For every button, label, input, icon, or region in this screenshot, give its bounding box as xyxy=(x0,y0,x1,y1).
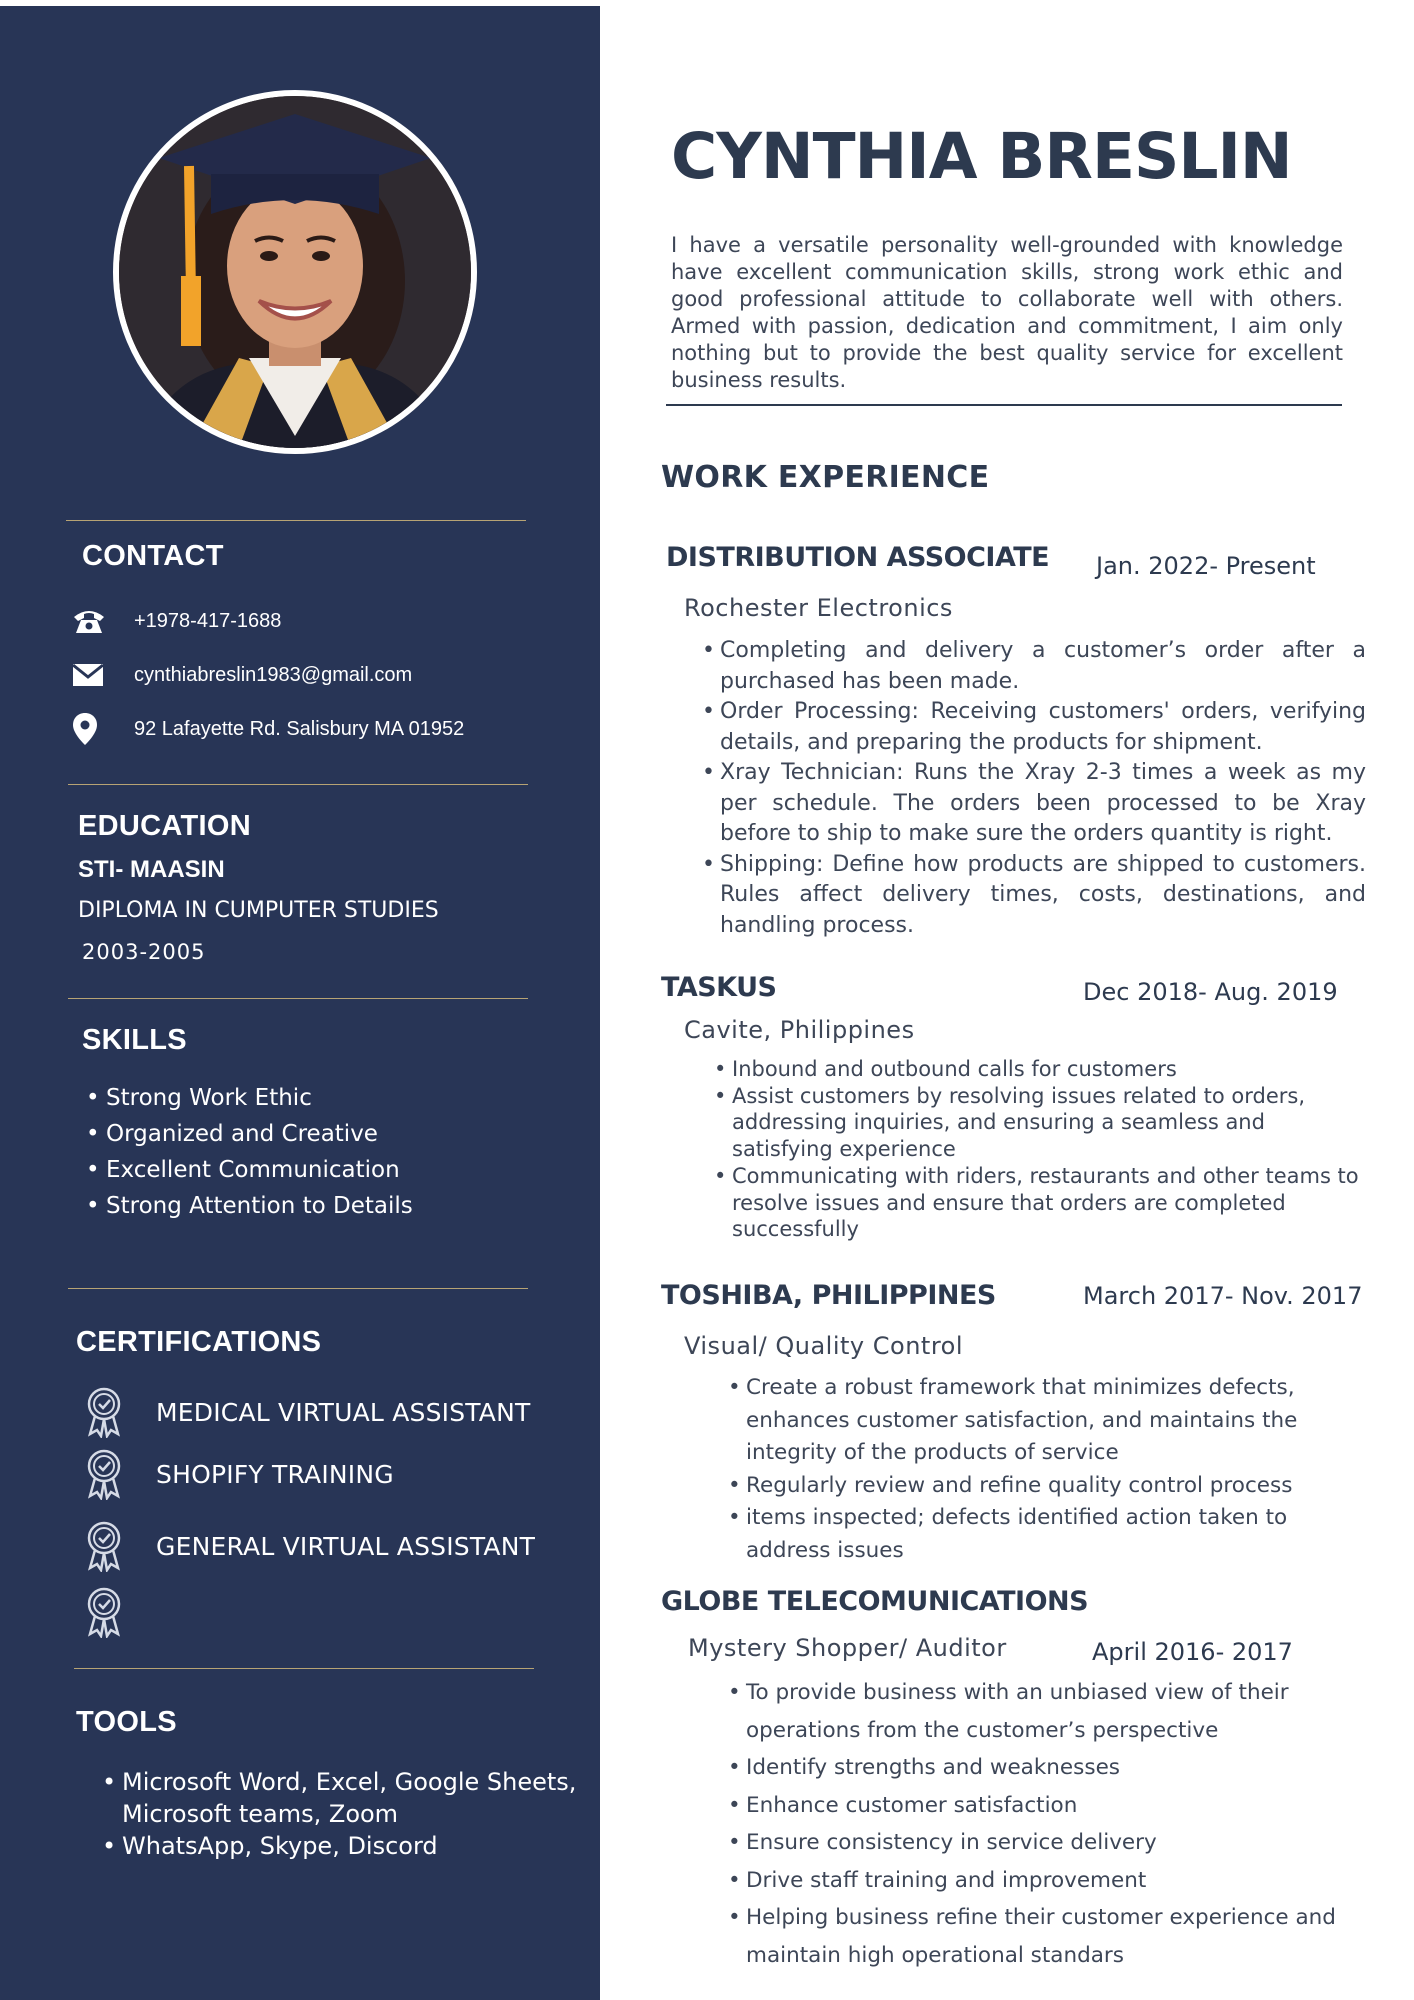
divider xyxy=(666,404,1342,406)
job-date: April 2016- 2017 xyxy=(1092,1638,1293,1666)
job-bullet: • Xray Technician: Runs the Xray 2-3 times a week as my per schedule. The orders been processed to be Xray before to ship to make sure the orders quantity is right. xyxy=(702,758,1366,850)
award-ribbon-icon xyxy=(84,1448,124,1500)
divider xyxy=(68,1288,528,1289)
certification-item-empty xyxy=(84,1586,124,1638)
tool-item: • WhatsApp, Skype, Discord xyxy=(100,1830,580,1862)
job-bullet: • Shipping: Define how products are shipped to customers. Rules affect delivery times, costs, destinations, and handling process. xyxy=(702,850,1366,942)
job-bullet: • Helping business refine their customer experience and maintain high operational standars xyxy=(728,1899,1356,1974)
job-title: DISTRIBUTION ASSOCIATE xyxy=(666,542,1050,573)
school-name: STI- MAASIN xyxy=(78,856,225,883)
contact-email xyxy=(72,658,412,692)
tool-item: • Microsoft Word, Excel, Google Sheets, Microsoft teams, Zoom xyxy=(100,1766,580,1830)
skill-item: • Excellent Communication xyxy=(84,1152,413,1188)
award-ribbon-icon xyxy=(84,1520,124,1572)
job-title: TOSHIBA, PHILIPPINES xyxy=(661,1280,996,1311)
job-bullet: • Assist customers by resolving issues related to orders, addressing inquiries, and ensuring a seamless and satisfying experience xyxy=(714,1083,1366,1163)
candidate-name: CYNTHIA BRESLIN xyxy=(671,120,1292,193)
phone-icon xyxy=(72,604,112,638)
contact-address xyxy=(72,712,464,746)
profile-summary: I have a versatile personality well-grounded with knowledge have excellent communication skills, strong work ethic and good professional attitude to collaborate well with others. Armed with passion, dedication and commitment, I aim only nothing but to provide the best quality service for excellent business results. xyxy=(671,233,1343,392)
divider xyxy=(68,784,528,785)
work-experience-heading: WORK EXPERIENCE xyxy=(661,460,990,495)
job-company: Rochester Electronics xyxy=(684,594,953,622)
certification-name: SHOPIFY TRAINING xyxy=(156,1459,394,1489)
location-pin-icon xyxy=(72,712,112,746)
certification-item xyxy=(84,1386,530,1438)
job-bullets xyxy=(702,636,1366,941)
divider xyxy=(68,998,528,999)
divider xyxy=(74,1668,534,1669)
contact-phone xyxy=(72,604,281,638)
job-date: Jan. 2022- Present xyxy=(1096,552,1316,580)
skills-heading: SKILLS xyxy=(82,1024,187,1056)
education-years: 2003-2005 xyxy=(82,940,206,964)
job-date: March 2017- Nov. 2017 xyxy=(1083,1282,1363,1310)
contact-heading: CONTACT xyxy=(82,540,224,572)
job-company: Visual/ Quality Control xyxy=(684,1332,964,1360)
job-bullet: • Identify strengths and weaknesses xyxy=(728,1749,1356,1787)
certifications-heading: CERTIFICATIONS xyxy=(76,1326,322,1358)
award-ribbon-icon xyxy=(84,1386,124,1438)
job-bullet: • Enhance customer satisfaction xyxy=(728,1787,1356,1825)
skill-item: • Strong Work Ethic xyxy=(84,1080,413,1116)
job-bullet: • Regularly review and refine quality control process xyxy=(728,1470,1338,1503)
tools-heading: TOOLS xyxy=(76,1706,177,1738)
profile-photo xyxy=(113,90,477,454)
skills-list xyxy=(84,1080,413,1224)
job-title: GLOBE TELECOMUNICATIONS xyxy=(661,1586,1089,1617)
certification-name: MEDICAL VIRTUAL ASSISTANT xyxy=(156,1397,531,1427)
job-date: Dec 2018- Aug. 2019 xyxy=(1083,978,1338,1006)
job-bullet: • Ensure consistency in service delivery xyxy=(728,1824,1356,1862)
certification-name: GENERAL VIRTUAL ASSISTANT xyxy=(156,1531,536,1561)
job-bullet: • Create a robust framework that minimizes defects, enhances customer satisfaction, and maintains the integrity of the products of service xyxy=(728,1372,1338,1470)
phone-number[interactable]: +1978-417-1688 xyxy=(134,609,282,632)
job-bullets xyxy=(714,1056,1366,1243)
job-bullets xyxy=(728,1674,1356,1974)
skill-item: • Organized and Creative xyxy=(84,1116,413,1152)
job-company: Cavite, Philippines xyxy=(684,1016,915,1044)
mail-icon xyxy=(72,658,112,692)
job-bullet: • To provide business with an unbiased view of their operations from the customer’s perspective xyxy=(728,1674,1356,1749)
job-bullet: • Inbound and outbound calls for customers xyxy=(714,1056,1366,1083)
graduate-portrait-image xyxy=(119,96,471,448)
job-bullet: • Drive staff training and improvement xyxy=(728,1862,1356,1900)
sidebar xyxy=(0,6,600,2000)
certification-item xyxy=(84,1520,535,1572)
job-bullet: • items inspected; defects identified action taken to address issues xyxy=(728,1502,1338,1567)
skill-item: • Strong Attention to Details xyxy=(84,1188,413,1224)
divider xyxy=(66,520,526,521)
job-bullet: • Order Processing: Receiving customers' orders, verifying details, and preparing the products for shipment. xyxy=(702,697,1366,758)
email-address[interactable]: cynthiabreslin1983@gmail.com xyxy=(134,663,413,686)
job-title: TASKUS xyxy=(661,972,777,1003)
award-ribbon-icon xyxy=(84,1586,124,1638)
street-address: 92 Lafayette Rd. Salisbury MA 01952 xyxy=(134,717,465,740)
job-bullets xyxy=(728,1372,1338,1567)
education-heading: EDUCATION xyxy=(78,810,251,842)
tools-list xyxy=(100,1766,580,1862)
certification-item xyxy=(84,1448,394,1500)
job-company: Mystery Shopper/ Auditor xyxy=(688,1634,1007,1662)
job-bullet: • Communicating with riders, restaurants and other teams to resolve issues and ensure that orders are completed successfully xyxy=(714,1163,1366,1243)
degree: DIPLOMA IN CUMPUTER STUDIES xyxy=(78,898,439,923)
job-bullet: • Completing and delivery a customer’s order after a purchased has been made. xyxy=(702,636,1366,697)
